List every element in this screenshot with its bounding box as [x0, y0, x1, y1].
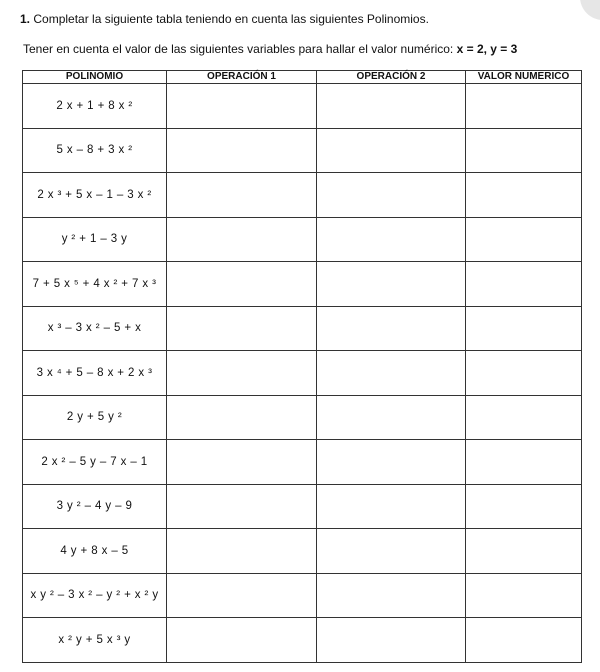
polynomial-cell: 3 y ² – 4 y – 9 [23, 484, 167, 529]
polynomial-cell: 7 + 5 x ⁵ + 4 x ² + 7 x ³ [23, 262, 167, 307]
operacion-1-cell[interactable] [167, 262, 317, 307]
operacion-2-cell[interactable] [317, 440, 466, 485]
operacion-2-cell[interactable] [317, 306, 466, 351]
table-row [23, 440, 582, 485]
table-row [23, 306, 582, 351]
polynomial-cell: y ² + 1 – 3 y [23, 217, 167, 262]
operacion-2-cell[interactable] [317, 484, 466, 529]
column-header-valor-numerico: VALOR NUMERICO [466, 71, 582, 84]
operacion-1-cell[interactable] [167, 217, 317, 262]
valor-numerico-cell[interactable] [466, 351, 582, 396]
column-header-operacion-1: OPERACIÓN 1 [167, 71, 317, 84]
polynomial-cell: 2 x ³ + 5 x – 1 – 3 x ² [23, 173, 167, 218]
operacion-1-cell[interactable] [167, 128, 317, 173]
operacion-1-cell[interactable] [167, 573, 317, 618]
polynomial-cell: 2 y + 5 y ² [23, 395, 167, 440]
operacion-2-cell[interactable] [317, 217, 466, 262]
polynomial-cell: x ³ – 3 x ² – 5 + x [23, 306, 167, 351]
operacion-1-cell[interactable] [167, 618, 317, 663]
operacion-2-cell[interactable] [317, 128, 466, 173]
valor-numerico-cell[interactable] [466, 217, 582, 262]
operacion-2-cell[interactable] [317, 395, 466, 440]
polynomial-cell: 4 y + 8 x – 5 [23, 529, 167, 574]
variables-instruction [23, 42, 517, 56]
operacion-1-cell[interactable] [167, 529, 317, 574]
polynomial-cell: 5 x – 8 + 3 x ² [23, 128, 167, 173]
operacion-2-cell[interactable] [317, 529, 466, 574]
instruction-text: Completar la siguiente tabla teniendo en cuenta las siguientes Polinomios. [33, 12, 429, 26]
operacion-2-cell[interactable] [317, 262, 466, 307]
operacion-1-cell[interactable] [167, 395, 317, 440]
valor-numerico-cell[interactable] [466, 306, 582, 351]
polynomial-cell: 2 x ² – 5 y – 7 x – 1 [23, 440, 167, 485]
table-row [23, 529, 582, 574]
table-row [23, 84, 582, 129]
polynomial-cell: x ² y + 5 x ³ y [23, 618, 167, 663]
operacion-1-cell[interactable] [167, 306, 317, 351]
polynomial-cell: 3 x ⁴ + 5 – 8 x + 2 x ³ [23, 351, 167, 396]
column-header-polinomio: POLINOMIO [23, 71, 167, 84]
valor-numerico-cell[interactable] [466, 573, 582, 618]
valor-numerico-cell[interactable] [466, 173, 582, 218]
table-row [23, 395, 582, 440]
table-header-row [23, 71, 582, 84]
polynomial-cell: x y ² – 3 x ² – y ² + x ² y [23, 573, 167, 618]
exercise-instruction [20, 12, 429, 26]
operacion-1-cell[interactable] [167, 173, 317, 218]
column-header-operacion-2: OPERACIÓN 2 [317, 71, 466, 84]
exercise-number: 1. [20, 12, 31, 26]
table-row [23, 262, 582, 307]
polynomial-cell: 2 x + 1 + 8 x ² [23, 84, 167, 129]
operacion-1-cell[interactable] [167, 484, 317, 529]
valor-numerico-cell[interactable] [466, 484, 582, 529]
valor-numerico-cell[interactable] [466, 128, 582, 173]
operacion-2-cell[interactable] [317, 84, 466, 129]
table-row [23, 573, 582, 618]
valor-numerico-cell[interactable] [466, 440, 582, 485]
variable-values: x = 2, y = 3 [456, 42, 518, 56]
table-row [23, 484, 582, 529]
operacion-2-cell[interactable] [317, 173, 466, 218]
operacion-1-cell[interactable] [167, 440, 317, 485]
operacion-1-cell[interactable] [167, 84, 317, 129]
operacion-2-cell[interactable] [317, 618, 466, 663]
valor-numerico-cell[interactable] [466, 395, 582, 440]
table-row [23, 128, 582, 173]
valor-numerico-cell[interactable] [466, 84, 582, 129]
table-row [23, 351, 582, 396]
operacion-2-cell[interactable] [317, 351, 466, 396]
polynomial-table [22, 70, 582, 663]
table-row [23, 173, 582, 218]
table-row [23, 618, 582, 663]
operacion-1-cell[interactable] [167, 351, 317, 396]
corner-decoration [580, 0, 600, 20]
table-row [23, 217, 582, 262]
valor-numerico-cell[interactable] [466, 529, 582, 574]
valor-numerico-cell[interactable] [466, 618, 582, 663]
subinstruction-text: Tener en cuenta el valor de las siguientes variables para hallar el valor numérico: [23, 42, 454, 56]
valor-numerico-cell[interactable] [466, 262, 582, 307]
operacion-2-cell[interactable] [317, 573, 466, 618]
